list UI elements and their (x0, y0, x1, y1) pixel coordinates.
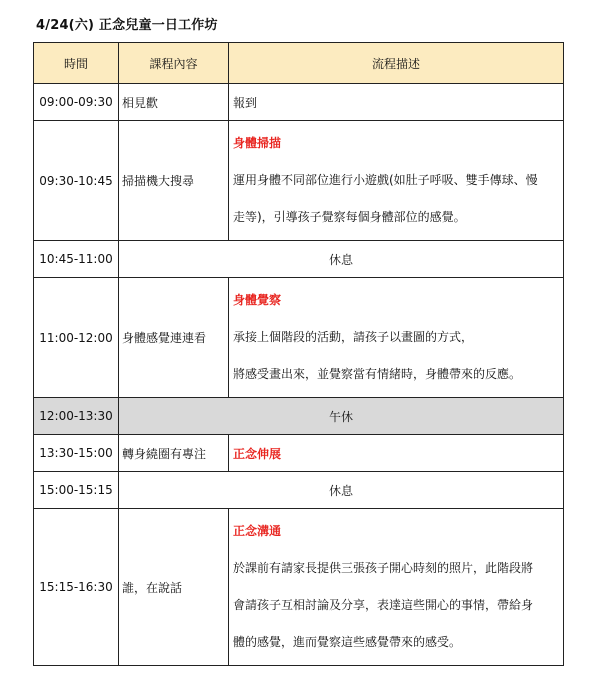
section-heading: 正念伸展 (233, 446, 282, 461)
time-cell: 09:00-09:30 (34, 84, 119, 121)
desc-cell (229, 121, 564, 241)
time-cell: 15:00-15:15 (34, 472, 119, 509)
desc-line: 於課前有請家長提供三張孩子開心時刻的照片，此階段將 (233, 561, 534, 575)
table-row (34, 121, 564, 241)
time-cell: 13:30-15:00 (34, 435, 119, 472)
course-cell: 身體感覺連連看 (119, 278, 229, 398)
break-cell: 休息 (119, 241, 564, 278)
table-row (34, 241, 564, 278)
page-title: 4/24(六) 正念兒童一日工作坊 (36, 18, 218, 33)
table-row (34, 509, 564, 666)
desc-cell (229, 509, 564, 666)
time-cell: 11:00-12:00 (34, 278, 119, 398)
table-row (34, 278, 564, 398)
desc-cell (229, 435, 564, 472)
desc-cell (229, 278, 564, 398)
header-row (34, 43, 564, 84)
header-time: 時間 (34, 43, 119, 84)
desc-line: 承接上個階段的活動，請孩子以畫圖的方式， (233, 330, 474, 344)
time-cell: 10:45-11:00 (34, 241, 119, 278)
table-row (34, 472, 564, 509)
lunch-cell: 午休 (119, 398, 564, 435)
course-cell: 轉身繞圈有專注 (119, 435, 229, 472)
table-row (34, 84, 564, 121)
section-heading: 正念溝通 (233, 524, 282, 538)
desc-line: 會請孩子互相討論及分享，表達這些開心的事情，帶給身 (233, 598, 534, 612)
schedule-table (33, 42, 564, 666)
desc-line: 走等)，引導孩子覺察每個身體部位的感覺。 (233, 210, 466, 224)
table-row (34, 435, 564, 472)
time-cell: 12:00-13:30 (34, 398, 119, 435)
header-flow: 流程描述 (229, 43, 564, 84)
course-cell: 掃描機大搜尋 (119, 121, 229, 241)
desc-line: 運用身體不同部位進行小遊戲(如肚子呼吸、雙手傳球、慢 (233, 173, 538, 187)
time-cell: 09:30-10:45 (34, 121, 119, 241)
section-heading: 身體掃描 (233, 136, 282, 150)
course-cell: 相見歡 (119, 84, 229, 121)
time-cell: 15:15-16:30 (34, 509, 119, 666)
desc-line: 體的感覺，進而覺察這些感覺帶來的感受。 (233, 635, 462, 649)
table-row (34, 398, 564, 435)
course-cell: 誰，在說話 (119, 509, 229, 666)
desc-cell (229, 84, 564, 121)
break-cell: 休息 (119, 472, 564, 509)
desc-line: 將感受畫出來，並覺察當有情緒時，身體帶來的反應。 (233, 367, 522, 381)
desc-line: 報到 (233, 95, 258, 110)
header-course: 課程內容 (119, 43, 229, 84)
section-heading: 身體覺察 (233, 293, 282, 307)
